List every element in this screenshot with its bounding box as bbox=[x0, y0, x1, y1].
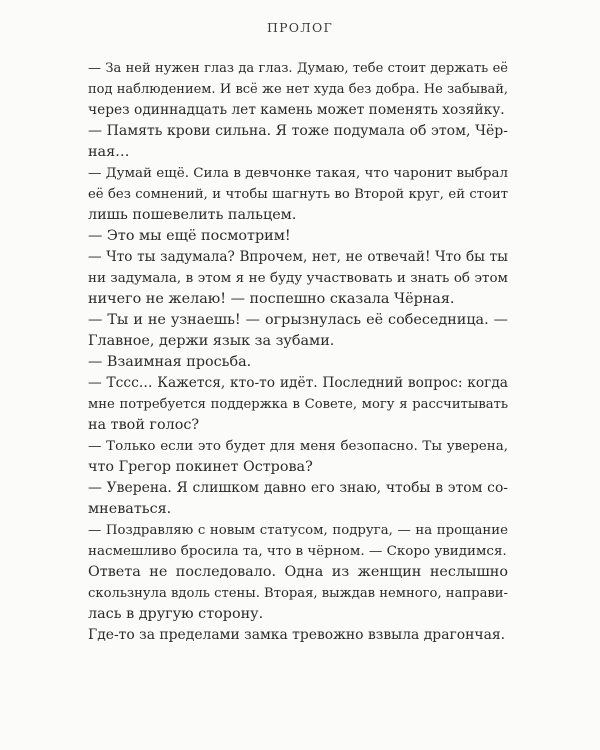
text-line: ная… bbox=[88, 144, 130, 160]
text-line: мневаться. bbox=[88, 501, 172, 517]
text-line: под наблюдением. И всё же нет худа без добра. Не забывай, bbox=[88, 82, 508, 97]
text-line: через одиннадцать лет камень может поменять хозяйку. bbox=[88, 102, 505, 118]
text-line: — Думай ещё. Сила в девчонке такая, что чаронит выбрал bbox=[88, 166, 508, 181]
text-line: — За ней нужен глаз да глаз. Думаю, тебе стоит держать её bbox=[88, 61, 508, 76]
text-line: Ответа не последовало. Одна из женщин неслышно bbox=[88, 564, 508, 580]
text-line: — Ты и не узнаешь! — огрызнулась её собеседница. — bbox=[88, 312, 508, 328]
text-line: мне потребуется поддержка в Совете, могу я рассчитывать bbox=[88, 397, 508, 412]
text-line: ничего не желаю! — поспешно сказала Чёрная. bbox=[88, 291, 455, 307]
text-line: — Поздравляю с новым статусом, подруга, — на прощание bbox=[88, 523, 508, 538]
text-line: Где-то за пределами замка тревожно взвыла драгончая. bbox=[88, 627, 506, 643]
text-line: — Память крови сильна. Я тоже подумала об этом, Чёр- bbox=[88, 123, 508, 139]
text-line: на твой голос? bbox=[88, 417, 200, 433]
text-line: лишь пошевелить пальцем. bbox=[88, 207, 297, 223]
text-line: — Тссс… Кажется, кто-то идёт. Последний вопрос: когда bbox=[88, 375, 508, 391]
text-line: — Что ты задумала? Впрочем, нет, не отвечай! Что бы ты bbox=[88, 249, 508, 265]
text-line: насмешливо бросила та, что в чёрном. — Скоро увидимся. bbox=[88, 544, 507, 559]
text-line: — Это мы ещё посмотрим! bbox=[88, 228, 291, 244]
text-line: лась в другую сторону. bbox=[88, 606, 264, 622]
text-line: скользнула вдоль стены. Вторая, выждав немного, направи- bbox=[88, 586, 508, 601]
text-line: что Грегор покинет Острова? bbox=[88, 459, 313, 475]
page-text bbox=[88, 58, 508, 646]
text-line: — Взаимная просьба. bbox=[88, 354, 252, 370]
running-header: ПРОЛОГ bbox=[266, 20, 333, 35]
text-line: её без сомнений, и чтобы шагнуть во Второй круг, ей стоит bbox=[88, 187, 508, 202]
text-line: ни задумала, в этом я не буду участвовать и знать об этом bbox=[88, 271, 508, 286]
text-line: — Только если это будет для меня безопасно. Ты уверена, bbox=[88, 439, 508, 454]
text-line: Главное, держи язык за зубами. bbox=[88, 333, 335, 349]
text-line: — Уверена. Я слишком давно его знаю, чтобы в этом со- bbox=[88, 480, 508, 496]
